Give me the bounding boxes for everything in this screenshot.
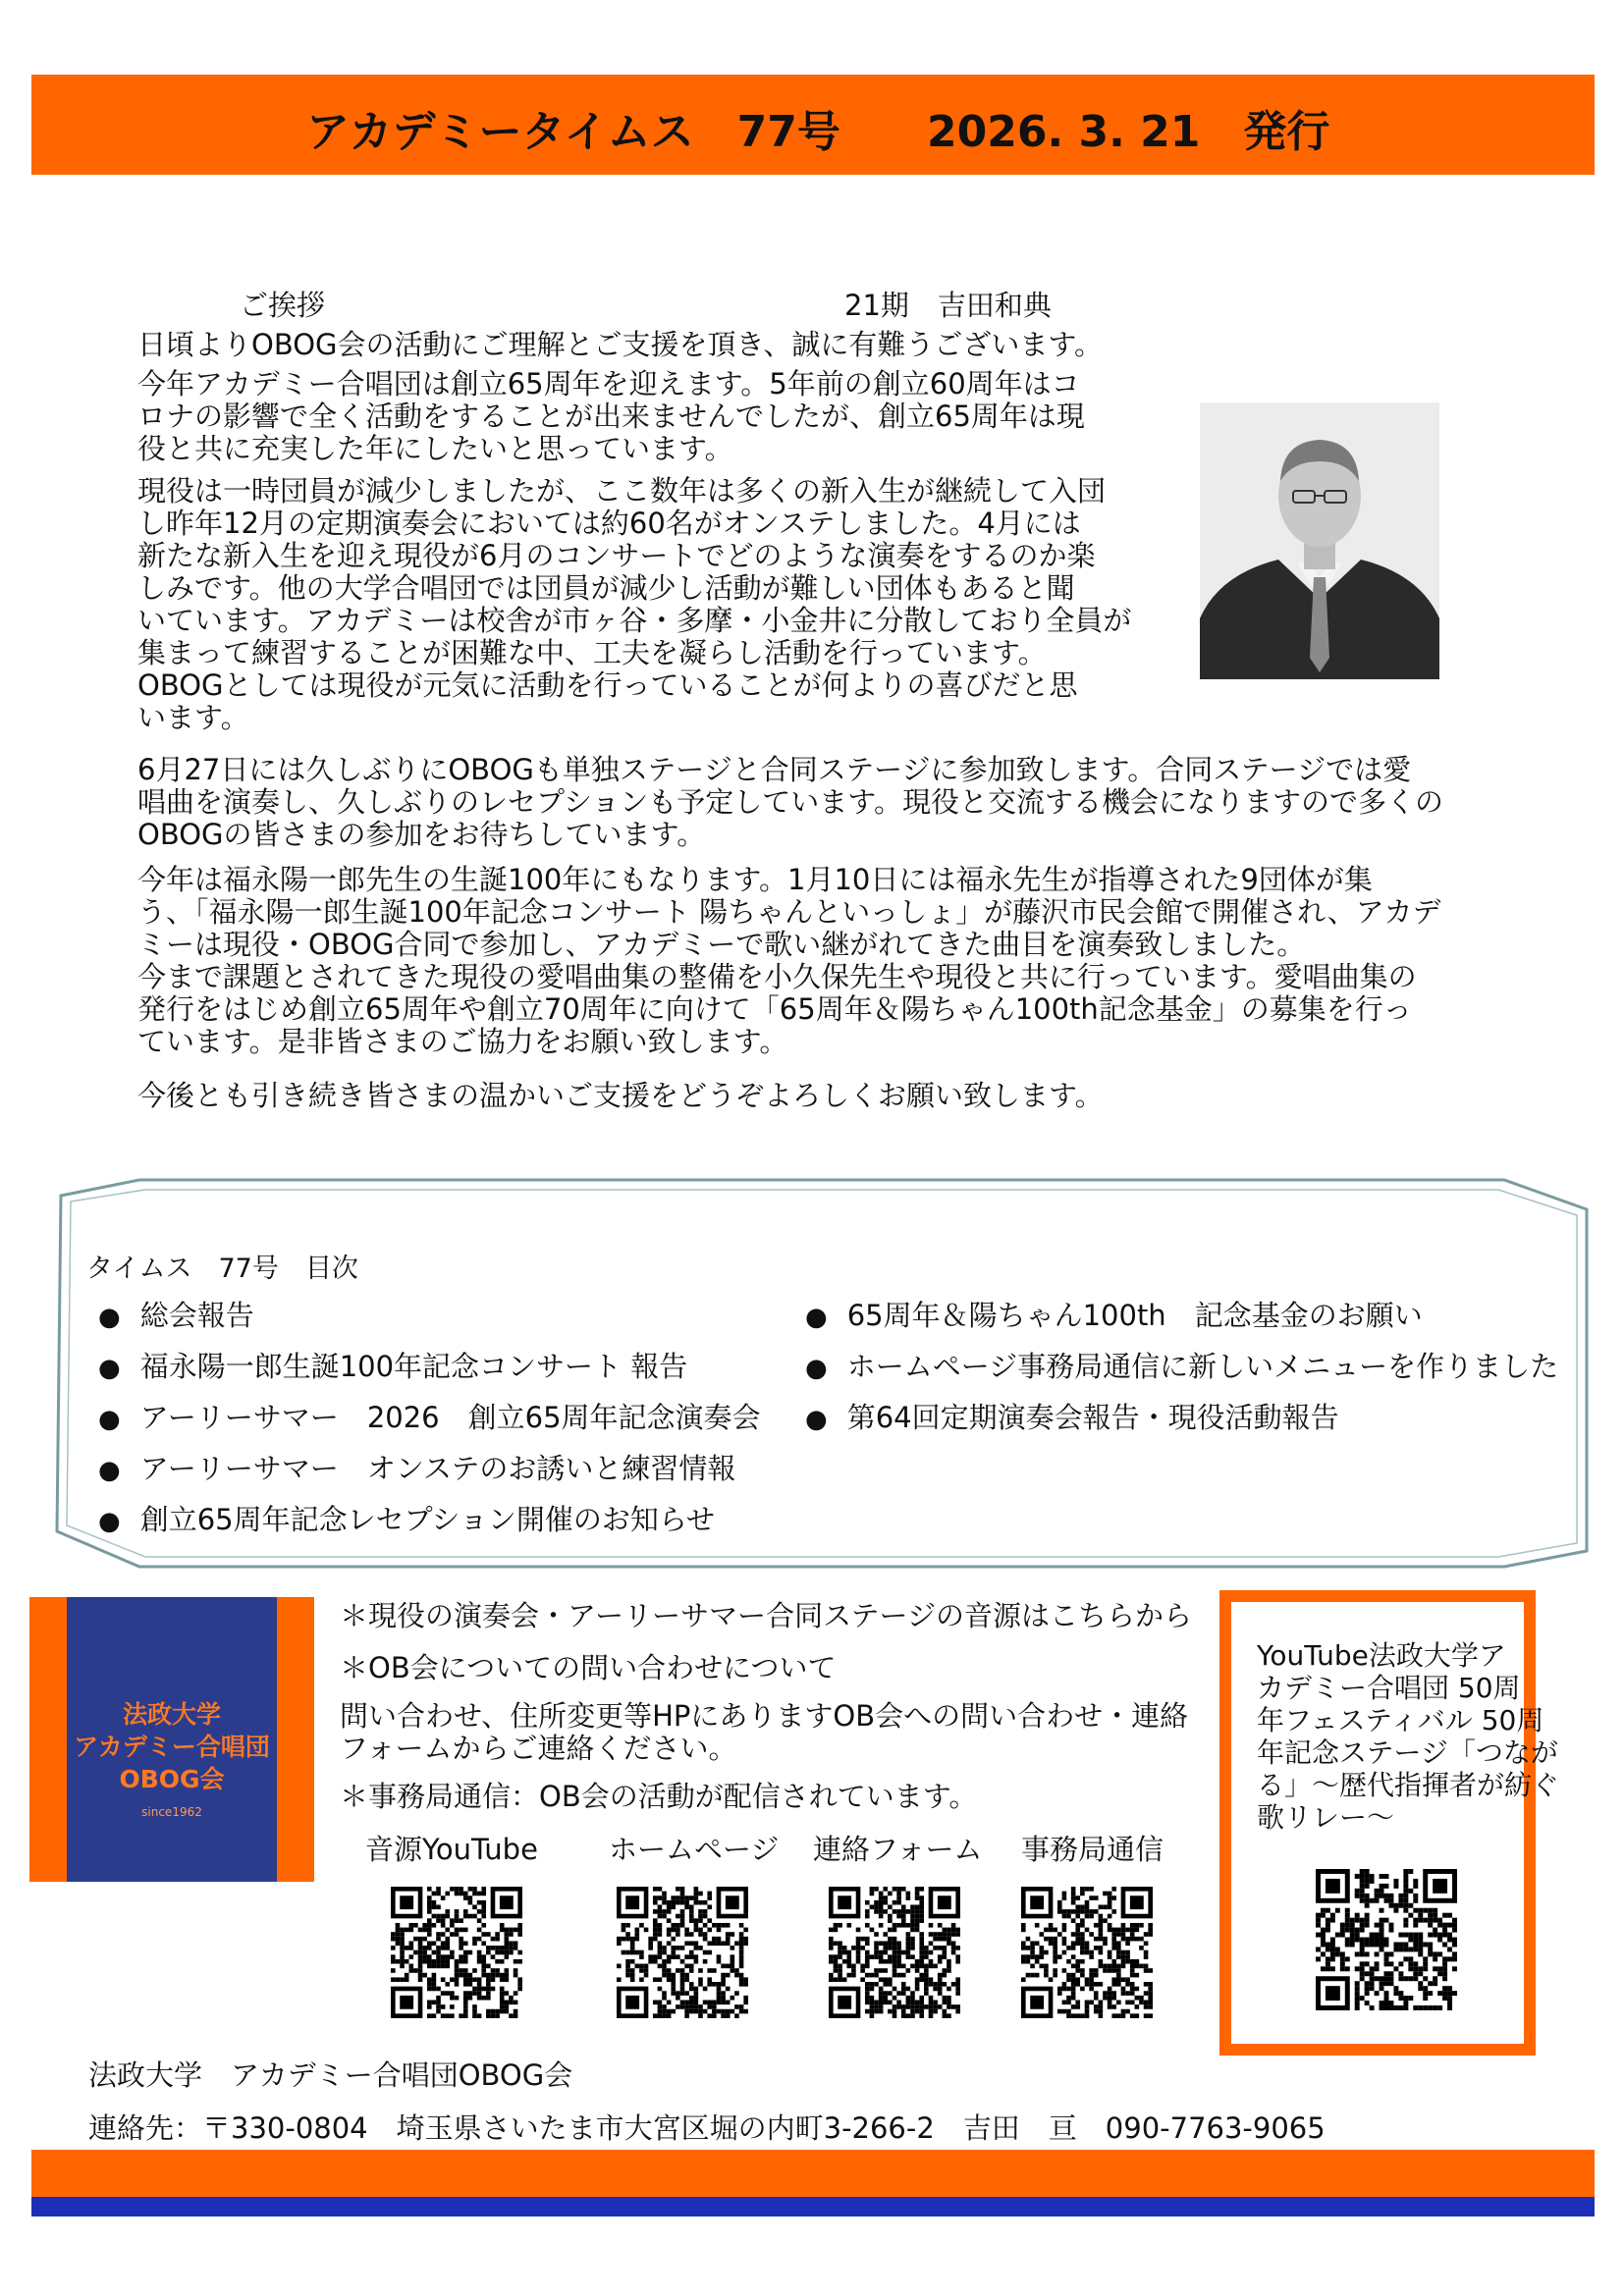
qr-code-homepage[interactable] bbox=[617, 1887, 748, 2018]
text-line: し昨年12月の定期演奏会においては約60名がオンステしました。4月には bbox=[137, 507, 1081, 540]
qr-code-youtube-anniversary[interactable] bbox=[1316, 1869, 1457, 2010]
qr-label-homepage: ホームページ bbox=[609, 1833, 780, 1866]
toc-item-label: 65周年＆陽ちゃん100th 記念基金のお願い bbox=[846, 1299, 1423, 1332]
text-line: 年フェスティバル 50周 bbox=[1257, 1704, 1544, 1736]
toc-item-label: 福永陽一郎生誕100年記念コンサート 報告 bbox=[139, 1350, 688, 1383]
toc-item bbox=[98, 1345, 687, 1385]
logo-line-university: 法政大学 bbox=[122, 1700, 221, 1729]
text-line: OBOGの皆さまの参加をお待ちしています。 bbox=[137, 818, 706, 851]
header-banner bbox=[31, 75, 1595, 175]
toc-item bbox=[98, 1396, 761, 1436]
toc-item bbox=[98, 1447, 735, 1487]
toc-item-label: アーリーサマー オンステのお誘いと練習情報 bbox=[139, 1452, 736, 1485]
greeting-paragraph-3 bbox=[137, 475, 1131, 734]
bullet-icon: ● bbox=[98, 1354, 121, 1383]
toc-item-label: 総会報告 bbox=[139, 1299, 254, 1332]
text-line: 今年アカデミー合唱団は創立65周年を迎えます。5年前の創立60周年はコ bbox=[137, 367, 1080, 400]
qr-code-contact-form[interactable] bbox=[829, 1887, 960, 2018]
greeting-author: 21期 吉田和典 bbox=[844, 289, 1052, 322]
text-line: カデミー合唱団 50周 bbox=[1257, 1672, 1521, 1704]
text-line: ています。是非皆さまのご協力をお願い致します。 bbox=[137, 1025, 788, 1058]
toc-title: タイムス 77号 目次 bbox=[86, 1254, 358, 1284]
text-line: 今後とも引き続き皆さまの温かいご支援をどうぞよろしくお願い致します。 bbox=[137, 1079, 1104, 1112]
footer-orange-bar bbox=[31, 2150, 1595, 2197]
text-line: 今まで課題とされてきた現役の愛唱曲集の整備を小久保先生や現役と共に行っています。愛唱曲集の bbox=[137, 960, 1417, 993]
toc-item-label: ホームページ事務局通信に新しいメニューを作りました bbox=[846, 1350, 1559, 1383]
note-newsletter: ＊事務局通信：OB会の活動が配信されています。 bbox=[340, 1780, 978, 1813]
qr-code-office-news[interactable] bbox=[1021, 1887, 1153, 2018]
portrait-image bbox=[1200, 402, 1439, 679]
qr-code-youtube[interactable] bbox=[391, 1887, 522, 2018]
bullet-icon: ● bbox=[805, 1303, 828, 1332]
text-line: OBOGとしては現役が元気に活動を行っていることが何よりの喜びだと思 bbox=[137, 668, 1078, 702]
text-line: 唱曲を演奏し、久しぶりのレセプションも予定しています。現役と交流する機会になりますので多くの bbox=[137, 785, 1443, 819]
text-line: 歌リレー～ bbox=[1257, 1801, 1395, 1834]
logo-since: since1962 bbox=[141, 1805, 202, 1819]
toc-item bbox=[98, 1294, 254, 1334]
bullet-icon: ● bbox=[805, 1405, 828, 1434]
greeting-paragraph-4 bbox=[137, 754, 1443, 851]
author-portrait-photo bbox=[1200, 402, 1439, 679]
youtube-anniversary-text bbox=[1257, 1639, 1559, 1834]
text-line: う、「福永陽一郎生誕100年記念コンサート 陽ちゃんといっしょ」が藤沢市民会館で開催され、アカデ bbox=[137, 895, 1441, 929]
note-audio-source: ＊現役の演奏会・アーリーサマー合同ステージの音源はこちらから bbox=[340, 1599, 1192, 1632]
text-line: 日頃よりOBOG会の活動にご理解とご支援を頂き、誠に有難うございます。 bbox=[137, 328, 1104, 361]
note-inquiry-detail-2: フォームからご連絡ください。 bbox=[340, 1732, 737, 1765]
qr-label-office-news: 事務局通信 bbox=[1021, 1833, 1164, 1866]
text-line: 発行をはじめ創立65周年や創立70周年に向けて「65周年＆陽ちゃん100th記念基金」の募集を行っ bbox=[137, 992, 1412, 1026]
bullet-icon: ● bbox=[98, 1507, 121, 1536]
footer-organization: 法政大学 アカデミー合唱団OBOG会 bbox=[88, 2058, 573, 2092]
greeting-paragraph-1 bbox=[137, 329, 1103, 361]
bullet-icon: ● bbox=[98, 1456, 121, 1485]
text-line: しみです。他の大学合唱団では団員が減少し活動が難しい団体もあると聞 bbox=[137, 571, 1075, 605]
text-line: 現役は一時団員が減少しましたが、ここ数年は多くの新入生が継続して入団 bbox=[137, 474, 1107, 507]
text-line: る」～歴代指揮者が紡ぐ bbox=[1257, 1769, 1560, 1801]
text-line: います。 bbox=[137, 701, 249, 734]
issue-date: 2026. 3. 21 発行 bbox=[927, 107, 1330, 157]
text-line: 6月27日には久しぶりにOBOGも単独ステージと合同ステージに参加致します。合同ステージでは愛 bbox=[137, 753, 1412, 786]
text-line: 新たな新入生を迎え現役が6月のコンサートでどのような演奏をするのか楽 bbox=[137, 539, 1096, 572]
toc-item bbox=[98, 1498, 715, 1538]
greeting-paragraph-2 bbox=[137, 368, 1085, 465]
toc-item bbox=[805, 1345, 1558, 1385]
logo-line-choir: アカデミー合唱団 bbox=[74, 1733, 270, 1761]
text-line: 年記念ステージ「つなが bbox=[1257, 1736, 1558, 1769]
obog-logo bbox=[29, 1597, 314, 1882]
toc-item-label: アーリーサマー 2026 創立65周年記念演奏会 bbox=[139, 1401, 761, 1434]
toc-item-label: 創立65周年記念レセプション開催のお知らせ bbox=[139, 1503, 715, 1536]
toc-item-label: 第64回定期演奏会報告・現役活動報告 bbox=[846, 1401, 1339, 1434]
footer-contact: 連絡先：〒330-0804 埼玉県さいたま市大宮区堀の内町3-266-2 吉田 亘 090-7763-9065 bbox=[88, 2111, 1326, 2145]
note-inquiry-detail-1: 問い合わせ、住所変更等HPにありますOB会への問い合わせ・連絡 bbox=[340, 1699, 1189, 1733]
toc-item bbox=[805, 1294, 1423, 1334]
greeting-paragraph-5 bbox=[137, 864, 1441, 1058]
newsletter-title: アカデミータイムス 77号 bbox=[306, 107, 840, 157]
text-line: ロナの影響で全く活動をすることが出来ませんでしたが、創立65周年は現 bbox=[137, 400, 1085, 433]
logo-line-obog: OBOG会 bbox=[119, 1765, 225, 1793]
logo-panel bbox=[67, 1597, 277, 1882]
toc-item bbox=[805, 1396, 1339, 1436]
footer-blue-bar bbox=[31, 2197, 1595, 2216]
text-line: 集まって練習することが困難な中、工夫を凝らし活動を行っています。 bbox=[137, 636, 1047, 669]
bullet-icon: ● bbox=[98, 1405, 121, 1434]
greeting-heading: ご挨拶 bbox=[240, 289, 326, 322]
text-line: いています。アカデミーは校舎が市ヶ谷・多摩・小金井に分散しており全員が bbox=[137, 604, 1132, 637]
text-line: YouTube法政大学ア bbox=[1257, 1639, 1506, 1672]
text-line: ミーは現役・OBOG合同で参加し、アカデミーで歌い継がれてきた曲目を演奏致しました。 bbox=[137, 928, 1306, 961]
greeting-paragraph-6 bbox=[137, 1080, 1104, 1112]
youtube-anniversary-box bbox=[1219, 1590, 1560, 2056]
bullet-icon: ● bbox=[805, 1354, 828, 1383]
note-inquiry: ＊OB会についての問い合わせについて bbox=[340, 1651, 837, 1684]
bullet-icon: ● bbox=[98, 1303, 121, 1332]
text-line: 今年は福永陽一郎先生の生誕100年にもなります。1月10日には福永先生が指導された9団体が集 bbox=[137, 863, 1373, 896]
qr-label-contact-form: 連絡フォーム bbox=[813, 1833, 983, 1866]
text-line: 役と共に充実した年にしたいと思っています。 bbox=[137, 432, 733, 465]
qr-label-youtube: 音源YouTube bbox=[365, 1833, 538, 1866]
